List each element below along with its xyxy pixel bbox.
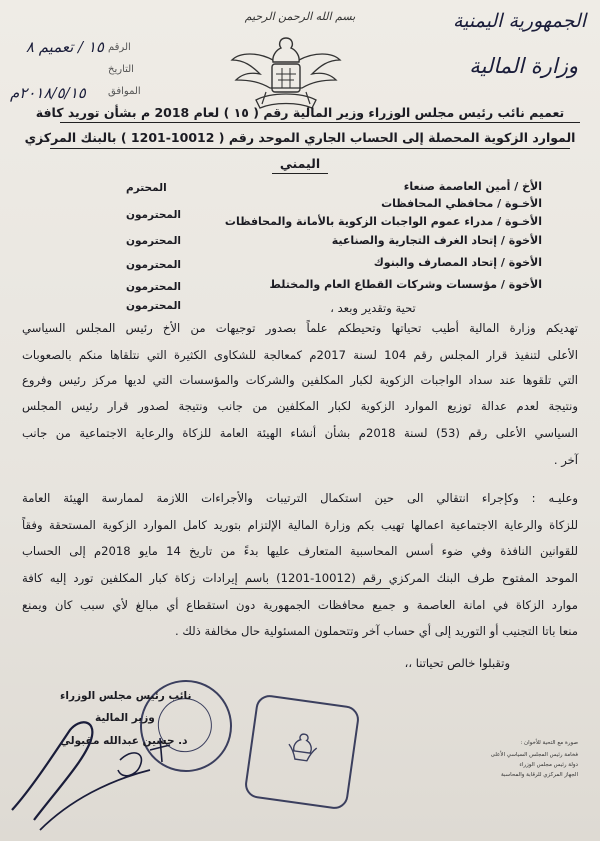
addressee-5: الأخوة / إتحاد المصارف والبنوك: [373, 256, 542, 269]
body2-line-2: للزكاة والرعاية الاجتماعية اعمالها تهيب بكم وزارة المالية الإلتزام بتوريد كامل الموارد الزكوية المستحقة وفقاً: [22, 518, 578, 532]
signature-name: د. حسين عبدالله مقبولي: [60, 735, 188, 747]
body-line-2: الأعلى لتنفيذ قرار المجلس رقم 104 لسنة 2017م كمعالجة للشكاوى الكثيرة التي نتلقاها منكم بالصعوبات: [22, 348, 578, 362]
handwritten-signature: [0, 690, 200, 840]
closing: وتقبلوا خالص تحياتنا ،،: [404, 656, 510, 670]
footer-heading: صورة مع التحية للأخوان :: [520, 740, 578, 746]
corresponding-label: الموافق: [108, 86, 141, 97]
addressee-2: الأخـوة / محافظي المحافظات: [381, 197, 542, 210]
greeting: تحية وتقدير وبعد ،: [330, 301, 416, 315]
addressee-4: الأخوة / إتحاد الغرف التجارية والصناعية: [331, 234, 542, 247]
title-line1: تعميم نائب رئيس مجلس الوزراء وزير المالية رقم ( ١٥ ) لعام 2018 م بشأن توريد كافة: [35, 105, 565, 120]
footer-line-1: فخامة رئيس المجلس السياسي الأعلى: [490, 752, 578, 758]
respect-2: المحترمون: [126, 209, 182, 221]
addressee-3: الأخـوة / مدراء عموم الواجبات الزكوية بالأمانة والمحافظات: [224, 215, 542, 228]
official-stamp-rect: [243, 693, 360, 810]
ministry-line2: وزارة المالية: [469, 54, 578, 78]
body-line-3: التي تلقوها عند سداد الواجبات الزكوية لكبار المكلفين والشركات والمؤسسات التي لديها مركز رئيس وفروع: [22, 373, 578, 387]
body2-line-3: للقوانين النافذة وفي ضوء أسس المحاسبية المتعارف عليها بدءً من تاريخ 14 مايو 2018م إلى الحساب: [22, 544, 578, 558]
respect-1: المحترم: [126, 182, 167, 194]
respect-4: المحترمون: [126, 259, 182, 271]
signature-role: وزير المالية: [95, 712, 155, 724]
title-line2: الموارد الزكوية المحصلة إلى الحساب الجاري الموحد رقم ( 10012-1201 ) بالبنك المركزي: [24, 130, 576, 145]
body-line-4: ونتيجة لعدم عدالة توزيع الموارد الزكوية لكبار المكلفين من جانب ونتيجة لصدور قرار رئيس المجلس: [22, 399, 578, 413]
ministry-line1: الجمهورية اليمنية: [452, 10, 586, 32]
body-line-1: تهديكم وزارة المالية أطيب تحياتها وتحيطكم علماً بصدور توجيهات من الأخ رئيس المجلس السياسي: [22, 321, 578, 335]
addressee-1: الأخ / أمين العاصمة صنعاء: [403, 180, 542, 193]
title-line3: اليمني: [279, 156, 321, 171]
date-value: ٢٠١٨/٥/١٥م: [10, 84, 86, 102]
body-line-5: السياسي الأعلى رقم (53) لسنة 2018م بشأن أنشاء الهيئة العامة للزكاة والرعاية الاجتماعية من جانب: [22, 426, 579, 440]
respect-3: المحترمون: [126, 235, 182, 247]
respect-5: المحترمون: [126, 281, 182, 293]
stamp-emblem-icon: [280, 727, 325, 772]
body2-line-5: موارد الزكاة في امانة العاصمة و جميع محافظات الجمهورية دون استقطاع أي مبالغ لأي سبب كان ويمنع: [22, 598, 578, 612]
addressee-6: الأخوة / مؤسسات وشركات القطاع العام والمختلط: [269, 278, 542, 291]
footer-line-3: الجهاز المركزي للرقابة والمحاسبة: [500, 772, 578, 778]
ref-label: الرقم: [108, 42, 131, 53]
body-line-6: آخر .: [553, 453, 578, 467]
body2-line-1: وعليـه : وكإجراء انتقالي الى حين استكمال الترتيبات والأجراءات اللازمة لممارسة الهيئة العامة: [22, 491, 578, 505]
ref-value: ١٥ / تعميم ٨: [25, 38, 104, 56]
basmala: بسم الله الرحمن الرحيم: [244, 10, 356, 23]
body2-line-4: الموحد المفتوح طرف البنك المركزي رقم (10012-1201) باسم إيرادات زكاة كبار المكلفين تورد إليه كافة: [22, 571, 578, 585]
date-label: التاريخ: [108, 64, 134, 75]
respect-6: المحترمون: [126, 300, 182, 312]
body2-line-6: منعا باتا التجنيب أو التوريد إلى أي حساب آخر وتتحملون المسئولية حال مخالفة ذلك .: [175, 624, 578, 638]
footer-line-2: دولة رئيس مجلس الوزراء: [519, 762, 578, 768]
signature-title: نائب رئيس مجلس الوزراء: [60, 690, 192, 702]
